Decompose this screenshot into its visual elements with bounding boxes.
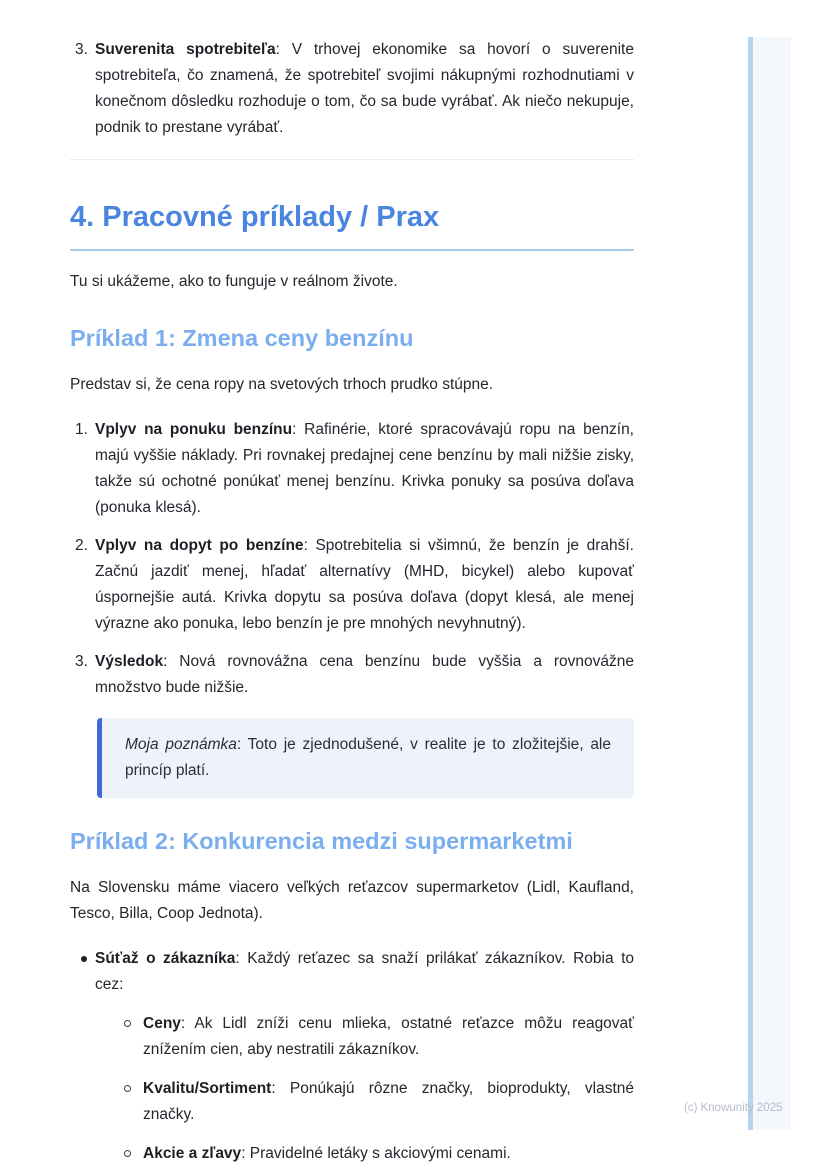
note-text: [125, 732, 611, 784]
example1-intro: Predstav si, že cena ropy na svetových trhoch prudko stúpne.: [70, 376, 494, 393]
note-body: : Toto je zjednodušené, v realite je to zložitejšie, ale princíp platí.: [125, 736, 612, 779]
list-item-lead: Vplyv na ponuku benzínu: [95, 421, 293, 438]
list-item: [70, 946, 634, 998]
sub-list-item: [70, 1141, 634, 1167]
list-item-text: : Ak Lidl zníži cenu mlieka, ostatné reťazce môžu reagovať znížením cien, aby nestratili zákazníkov.: [143, 1015, 634, 1058]
list-item: [70, 37, 634, 141]
note-callout: [97, 718, 634, 798]
note-lead: Moja poznámka: [125, 736, 237, 753]
list-number: 3.: [75, 41, 88, 58]
section-intro: Tu si ukážeme, ako to funguje v reálnom živote.: [70, 273, 398, 290]
list-item-text: : Pravidelné letáky s akciovými cenami.: [241, 1145, 511, 1162]
sub-list-item: [70, 1011, 634, 1063]
list-number: 1.: [75, 421, 88, 438]
bullet-disc-icon: [81, 956, 87, 962]
bullet-circle-icon: [124, 1085, 131, 1092]
bullet-list: [70, 946, 634, 1167]
list-item: [70, 417, 634, 521]
list-item-lead: Ceny: [143, 1015, 181, 1032]
list-item: [70, 533, 634, 637]
list-item-lead: Suverenita spotrebiteľa: [95, 41, 276, 58]
list-item-text: : Rafinérie, ktoré spracovávajú ropu na benzín, majú vyššie náklady. Pri rovnakej predajnej cene benzínu by mali nižšie zisky, takže sú ochotné ponúkať menej benzínu. Krivka ponuky sa posúva doľava (ponuka klesá).: [95, 421, 634, 516]
page-content: [70, 0, 634, 1167]
list-item-text: : Každý reťazec sa snaží prilákať zákazníkov. Robia to cez:: [95, 950, 635, 993]
list-number: 3.: [75, 653, 88, 670]
sub-list-item: [70, 1076, 634, 1128]
list-item-lead: Súťaž o zákazníka: [95, 950, 236, 967]
list-item-text: : Spotrebitelia si všimnú, že benzín je drahší. Začnú jazdiť menej, hľadať alternatívy (MHD, bicykel) alebo kupovať úspornejšie autá. Krivka dopytu sa posúva doľava (dopyt klesá, ale menej výrazne ako ponuka, lebo benzín je pre mnohých nevyhnutný).: [95, 537, 634, 632]
list-item-lead: Akcie a zľavy: [143, 1145, 242, 1162]
section-title: 4. Pracovné príklady / Prax: [70, 199, 634, 251]
list-item-lead: Výsledok: [95, 653, 164, 670]
bullet-circle-icon: [124, 1020, 131, 1027]
list-item-text: : Nová rovnovážna cena benzínu bude vyššia a rovnovážne množstvo bude nižšie.: [95, 653, 634, 696]
copyright-notice: (c) Knowunity 2025: [684, 1102, 783, 1114]
ordered-list: [70, 417, 634, 701]
list-number: 2.: [75, 537, 88, 554]
example1-title: Príklad 1: Zmena ceny benzínu: [70, 325, 414, 351]
example2-intro: Na Slovensku máme viacero veľkých reťazcov supermarketov (Lidl, Kaufland, Tesco, Billa, Coop Jednota).: [70, 879, 634, 922]
list-item-lead: Kvalitu/Sortiment: [143, 1080, 272, 1097]
bullet-circle-icon: [124, 1150, 131, 1157]
list-item-text: : V trhovej ekonomike sa hovorí o suverenite spotrebiteľa, čo znamená, že spotrebiteľ svojimi nákupnými rozhodnutiami v konečnom dôsledku rozhoduje o tom, čo sa bude vyrábať. Ak niečo nekupuje, podnik to prestane vyrábať.: [95, 41, 634, 136]
list-item: [70, 649, 634, 701]
vertical-scrollbar[interactable]: [753, 37, 791, 1130]
section-divider: [70, 159, 634, 160]
example2-title: Príklad 2: Konkurencia medzi supermarketmi: [70, 828, 573, 854]
list-item-lead: Vplyv na dopyt po benzíne: [95, 537, 304, 554]
list-item-text: : Ponúkajú rôzne značky, bioprodukty, vlastné značky.: [143, 1080, 634, 1123]
